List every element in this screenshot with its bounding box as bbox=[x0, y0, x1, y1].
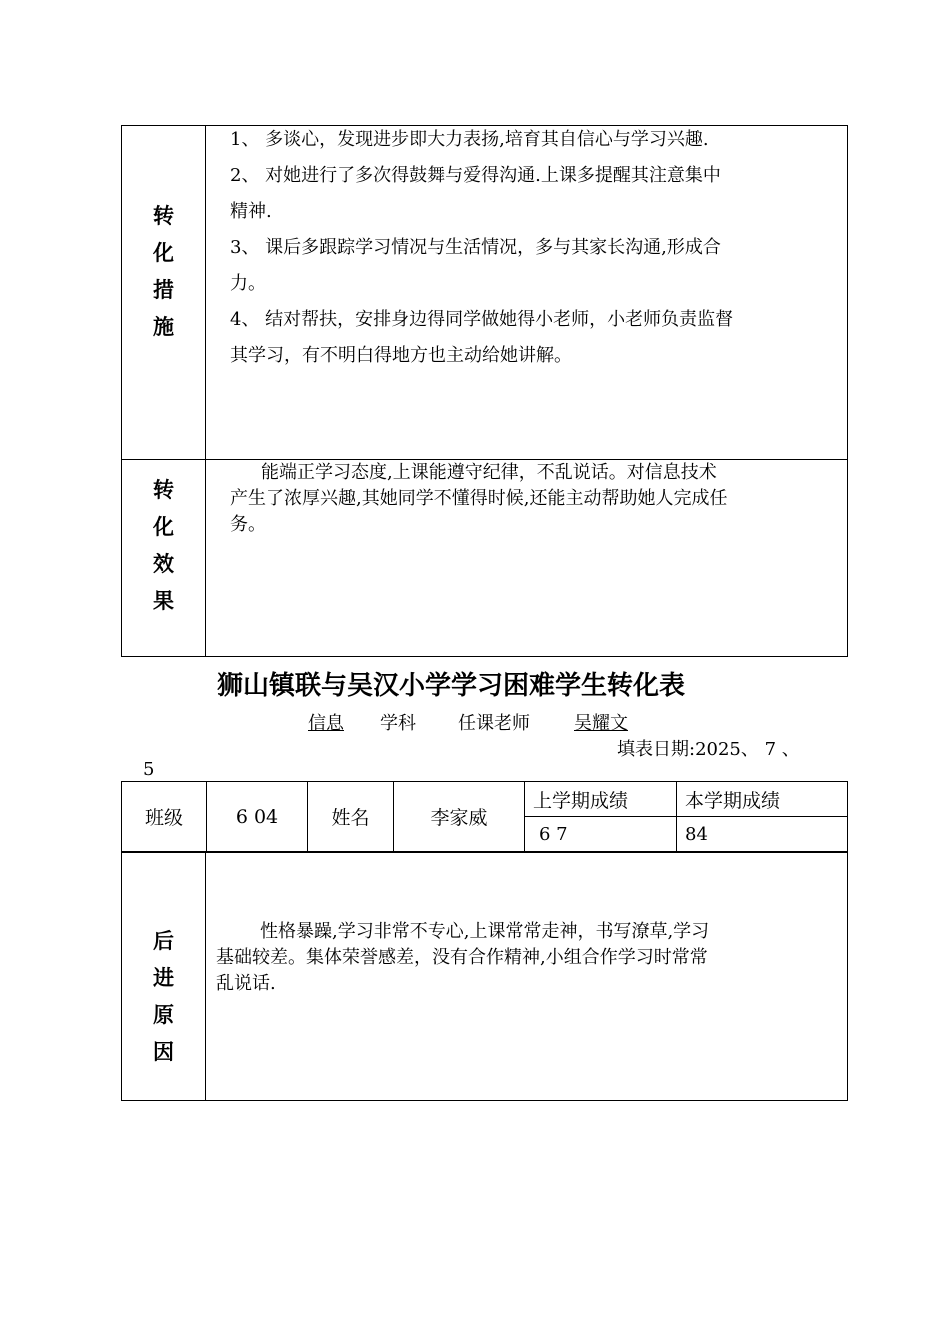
reason-label-char: 后 bbox=[153, 929, 174, 953]
measure-line: 4、 结对帮扶，安排身边得同学做她得小老师，小老师负责监督 bbox=[230, 309, 734, 330]
reason-label-char: 因 bbox=[153, 1040, 174, 1064]
prev-score-label-cell bbox=[525, 782, 677, 817]
prev-score-label: 上学期成绩 bbox=[533, 789, 629, 812]
reason-line: 性格暴躁,学习非常不专心,上课常常走神，书写潦草,学习 bbox=[260, 921, 710, 942]
reason-label-char: 原 bbox=[153, 1003, 174, 1027]
curr-score-value: 84 bbox=[685, 823, 708, 845]
curr-score-value-cell bbox=[677, 817, 848, 852]
measure-line: 2、 对她进行了多次得鼓舞与爱得沟通.上课多提醒其注意集中 bbox=[230, 165, 721, 186]
name-label-cell bbox=[308, 782, 394, 852]
measures-label-char: 措 bbox=[153, 278, 174, 302]
effect-line: 产生了浓厚兴趣,其她同学不懂得时候,还能主动帮助她人完成任 bbox=[230, 488, 728, 509]
subject-value: 信息 bbox=[308, 713, 344, 734]
measure-line: 1、 多谈心，发现进步即大力表扬,培育其自信心与学习兴趣. bbox=[230, 129, 709, 150]
curr-score-label: 本学期成绩 bbox=[685, 789, 781, 812]
class-label: 班级 bbox=[144, 807, 183, 829]
class-value: 6 04 bbox=[235, 805, 279, 828]
teacher-label: 任课老师 bbox=[458, 713, 530, 734]
measure-line: 力。 bbox=[230, 273, 266, 294]
reason-label-char: 进 bbox=[153, 966, 174, 990]
reason-table bbox=[121, 852, 848, 1101]
reason-content-cell bbox=[206, 853, 848, 1101]
effect-label-char: 转 bbox=[153, 478, 174, 502]
effect-label-char: 效 bbox=[153, 552, 174, 576]
name-label: 姓名 bbox=[331, 807, 370, 829]
prev-score-value-cell bbox=[525, 817, 677, 852]
effect-line: 务。 bbox=[230, 514, 266, 535]
subject-teacher-line bbox=[272, 709, 690, 735]
name-value-cell bbox=[394, 782, 525, 852]
fill-date: 填表日期:2025、 7 、 bbox=[617, 739, 800, 760]
fill-date-tail: 5 bbox=[143, 759, 155, 780]
measures-label-char: 化 bbox=[153, 241, 174, 265]
reason-label-cell bbox=[122, 853, 206, 1101]
measures-label-char: 施 bbox=[153, 315, 174, 339]
transform-table bbox=[121, 125, 848, 657]
teacher-value: 吴耀文 bbox=[574, 713, 628, 734]
prev-score-value: 6 7 bbox=[539, 823, 568, 845]
effect-label-char: 果 bbox=[153, 589, 174, 613]
student-info-table bbox=[121, 781, 848, 852]
measure-line: 3、 课后多跟踪学习情况与生活情况，多与其家长沟通,形成合 bbox=[230, 237, 721, 258]
subject-label: 学科 bbox=[380, 713, 416, 734]
curr-score-label-cell bbox=[677, 782, 848, 817]
effect-line: 能端正学习态度,上课能遵守纪律，不乱说话。对信息技术 bbox=[261, 462, 717, 483]
effect-content-cell bbox=[206, 460, 848, 657]
class-label-cell bbox=[122, 782, 207, 852]
reason-line: 基础较差。集体荣誉感差，没有合作精神,小组合作学习时常常 bbox=[216, 947, 708, 968]
measures-label-cell bbox=[122, 126, 206, 460]
page-title: 狮山镇联与吴汉小学学习困难学生转化表 bbox=[217, 671, 686, 701]
measures-content-cell bbox=[206, 126, 848, 460]
reason-line: 乱说话. bbox=[216, 973, 276, 994]
effect-label-cell bbox=[122, 460, 206, 657]
measures-label-char: 转 bbox=[153, 204, 174, 228]
name-value: 李家威 bbox=[430, 807, 488, 829]
class-value-cell bbox=[207, 782, 308, 852]
measure-line: 其学习，有不明白得地方也主动给她讲解。 bbox=[230, 345, 572, 366]
measure-line: 精神. bbox=[230, 201, 272, 222]
effect-label-char: 化 bbox=[153, 515, 174, 539]
